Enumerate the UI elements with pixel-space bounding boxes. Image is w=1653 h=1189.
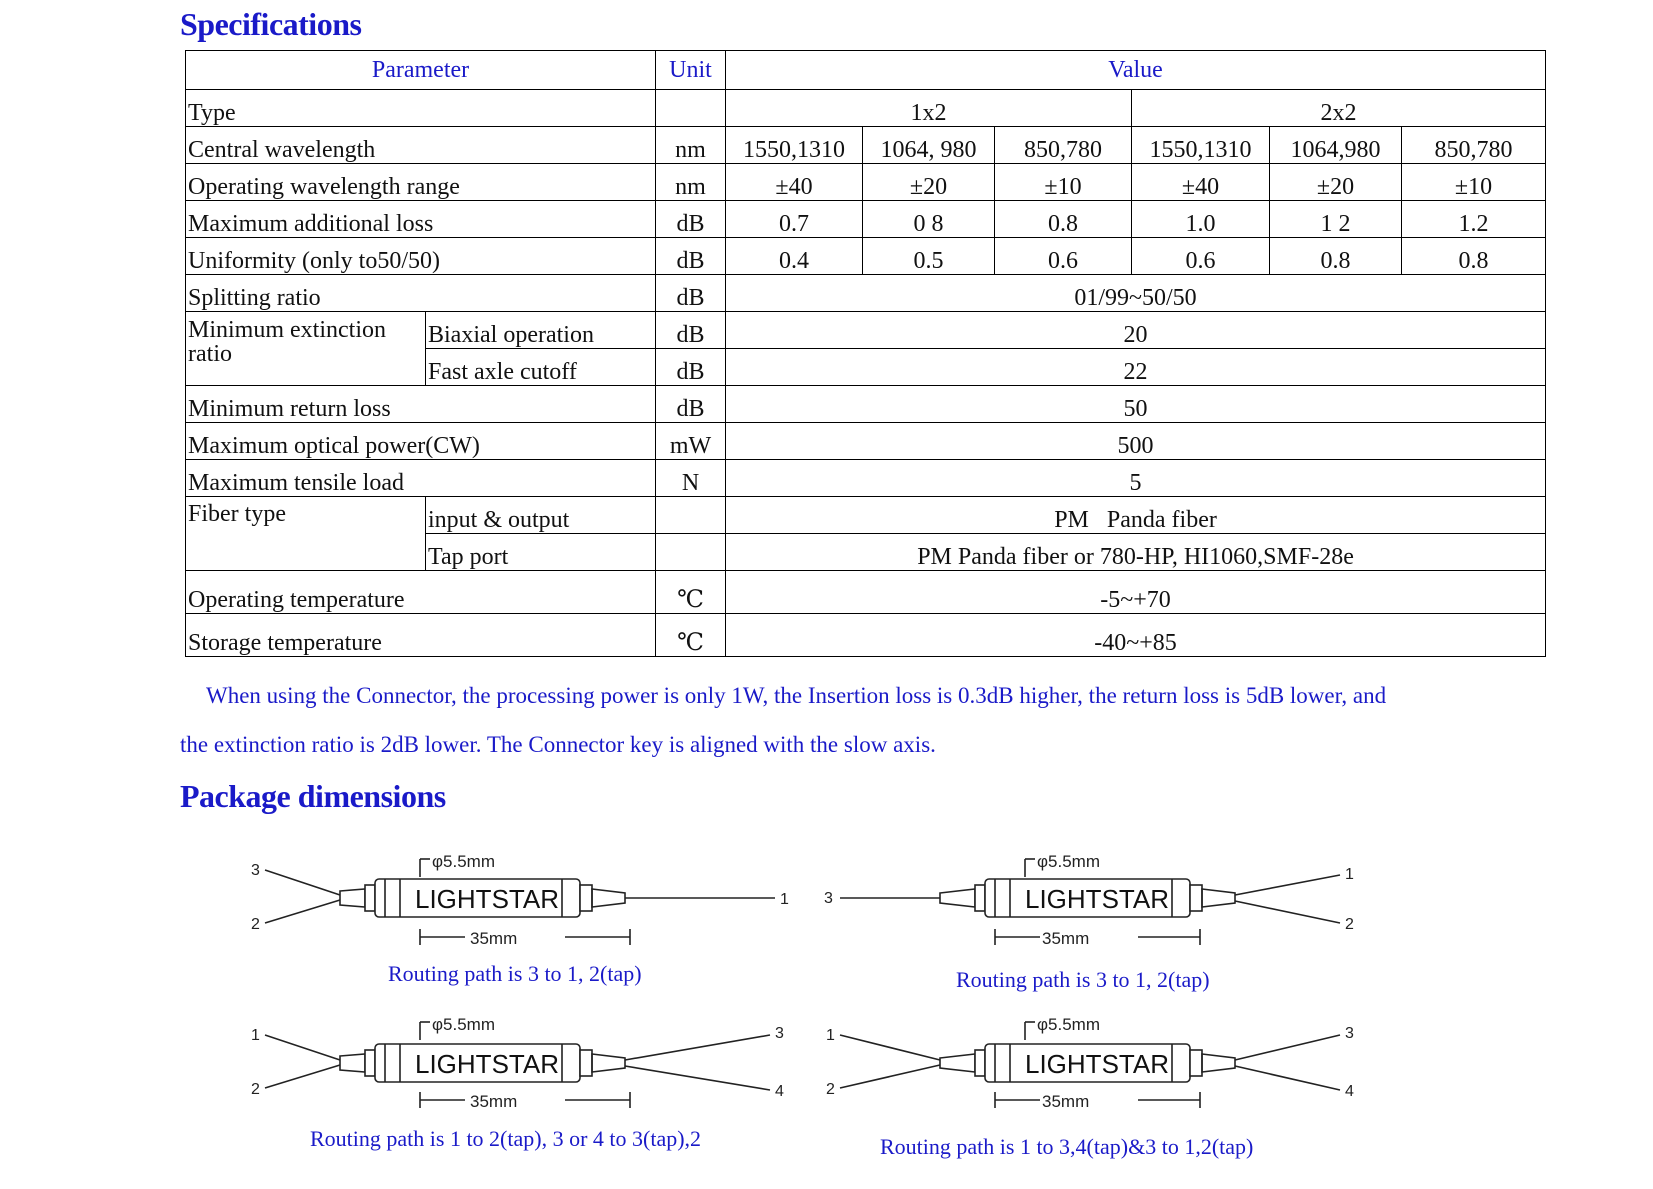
type-1x2: 1x2: [726, 90, 1132, 127]
row-extinction-biaxial: [186, 312, 1546, 349]
row-label: Fiber type: [186, 497, 426, 571]
diagram-1x2-b: [820, 845, 1380, 960]
row-operating-range: [186, 164, 1546, 201]
value-cell: 0.8: [1270, 238, 1402, 275]
row-label: Operating wavelength range: [186, 164, 656, 201]
row-unit: dB: [656, 238, 726, 275]
value-cell: 0.7: [726, 201, 863, 238]
length-label: 35mm: [1042, 929, 1090, 948]
diameter-label: φ5.5mm: [432, 1015, 495, 1034]
row-unit: dB: [656, 275, 726, 312]
value-cell: ±10: [1402, 164, 1546, 201]
value-cell: 500: [726, 423, 1546, 460]
value-cell: 1064, 980: [863, 127, 995, 164]
row-label: Storage temperature: [186, 614, 656, 657]
value-cell: 1064,980: [1270, 127, 1402, 164]
row-central-wavelength: [186, 127, 1546, 164]
diagram-4-caption: Routing path is 1 to 3,4(tap)&3 to 1,2(tap): [880, 1134, 1254, 1159]
row-unit: N: [656, 460, 726, 497]
specifications-table: [185, 50, 1546, 657]
row-storage-temperature: [186, 614, 1546, 657]
brand-label: LIGHTSTAR: [1025, 1049, 1169, 1079]
value-cell: 1550,1310: [1132, 127, 1270, 164]
row-unit: mW: [656, 423, 726, 460]
value-cell: 1.2: [1402, 201, 1546, 238]
row-unit: dB: [656, 312, 726, 349]
value-cell: -40~+85: [726, 614, 1546, 657]
value-cell: 0.6: [995, 238, 1132, 275]
row-unit: nm: [656, 127, 726, 164]
brand-label: LIGHTSTAR: [415, 884, 559, 914]
diagram-2x2-a: [245, 1010, 805, 1125]
row-label: Maximum additional loss: [186, 201, 656, 238]
value-cell: ±20: [1270, 164, 1402, 201]
connector-note: [180, 671, 1560, 769]
sub-label: Fast axle cutoff: [426, 349, 656, 386]
row-splitting-ratio: [186, 275, 1546, 312]
value-cell: ±40: [1132, 164, 1270, 201]
sub-label: input & output: [426, 497, 656, 534]
value-cell: ±40: [726, 164, 863, 201]
diameter-label: φ5.5mm: [432, 852, 495, 871]
row-label: Central wavelength: [186, 127, 656, 164]
row-label: Maximum optical power(CW): [186, 423, 656, 460]
value-cell: 0.4: [726, 238, 863, 275]
value-cell: 50: [726, 386, 1546, 423]
port-label: 2: [1345, 916, 1354, 933]
specifications-heading: Specifications: [180, 6, 362, 42]
sub-label: Tap port: [426, 534, 656, 571]
note-line-1: When using the Connector, the processing power is only 1W, the Insertion loss is 0.3dB higher, the return loss is 5dB lower, and: [206, 683, 1387, 708]
type-2x2: 2x2: [1132, 90, 1546, 127]
brand-label: LIGHTSTAR: [415, 1049, 559, 1079]
port-label: 3: [775, 1025, 784, 1042]
value-cell: 0.5: [863, 238, 995, 275]
diameter-label: φ5.5mm: [1037, 852, 1100, 871]
diagram-1-caption: Routing path is 3 to 1, 2(tap): [388, 961, 642, 986]
value-cell: 1 2: [1270, 201, 1402, 238]
sub-label: Biaxial operation: [426, 312, 656, 349]
header-value: Value: [726, 51, 1546, 90]
row-label: Splitting ratio: [186, 275, 656, 312]
value-cell: 5: [726, 460, 1546, 497]
port-label: 3: [824, 890, 833, 907]
port-label: 4: [775, 1083, 784, 1100]
row-additional-loss: [186, 201, 1546, 238]
diameter-label: φ5.5mm: [1037, 1015, 1100, 1034]
port-label: 3: [1345, 1025, 1354, 1042]
port-label: 4: [1345, 1083, 1354, 1100]
value-cell: 01/99~50/50: [726, 275, 1546, 312]
row-label: Maximum tensile load: [186, 460, 656, 497]
value-cell: PM Panda fiber or 780-HP, HI1060,SMF-28e: [726, 534, 1546, 571]
diagram-2x2-b: [820, 1010, 1380, 1125]
row-fiber-io: [186, 497, 1546, 534]
row-unit: ℃: [656, 614, 726, 657]
diagram-3-caption: Routing path is 1 to 2(tap), 3 or 4 to 3(tap),2: [310, 1126, 702, 1151]
row-label: Uniformity (only to50/50): [186, 238, 656, 275]
value-cell: 0 8: [863, 201, 995, 238]
diagram-2-caption: Routing path is 3 to 1, 2(tap): [956, 967, 1210, 992]
value-cell: 0.8: [995, 201, 1132, 238]
length-label: 35mm: [470, 1092, 518, 1111]
row-label: Minimum return loss: [186, 386, 656, 423]
port-label: 1: [780, 891, 789, 908]
row-unit: ℃: [656, 571, 726, 614]
value-cell: -5~+70: [726, 571, 1546, 614]
port-label: 2: [251, 1081, 260, 1098]
row-type: [186, 90, 1546, 127]
port-label: 2: [251, 916, 260, 933]
header-parameter: Parameter: [186, 51, 656, 90]
port-label: 1: [826, 1027, 835, 1044]
diagram-1x2-a: [245, 845, 805, 960]
row-operating-temperature: [186, 571, 1546, 614]
length-label: 35mm: [470, 929, 518, 948]
row-unit: dB: [656, 386, 726, 423]
value-cell: 0.8: [1402, 238, 1546, 275]
row-return-loss: [186, 386, 1546, 423]
value-cell: ±10: [995, 164, 1132, 201]
value-cell: 1.0: [1132, 201, 1270, 238]
brand-label: LIGHTSTAR: [1025, 884, 1169, 914]
row-tensile-load: [186, 460, 1546, 497]
row-unit: dB: [656, 349, 726, 386]
value-cell: 22: [726, 349, 1546, 386]
port-label: 1: [251, 1027, 260, 1044]
table-header-row: [186, 51, 1546, 90]
note-line-2: the extinction ratio is 2dB lower. The Connector key is aligned with the slow axis.: [180, 732, 936, 757]
value-cell: 850,780: [995, 127, 1132, 164]
port-label: 1: [1345, 866, 1354, 883]
row-unit: dB: [656, 201, 726, 238]
row-uniformity: [186, 238, 1546, 275]
value-cell: 850,780: [1402, 127, 1546, 164]
value-cell: ±20: [863, 164, 995, 201]
value-cell: 1550,1310: [726, 127, 863, 164]
row-label: Minimum extinction ratio: [186, 312, 426, 386]
header-unit: Unit: [656, 51, 726, 90]
row-optical-power: [186, 423, 1546, 460]
row-label: Operating temperature: [186, 571, 656, 614]
port-label: 3: [251, 862, 260, 879]
value-cell: PM Panda fiber: [726, 497, 1546, 534]
value-cell: 0.6: [1132, 238, 1270, 275]
package-dimensions-heading: Package dimensions: [180, 778, 446, 814]
value-cell: 20: [726, 312, 1546, 349]
length-label: 35mm: [1042, 1092, 1090, 1111]
port-label: 2: [826, 1081, 835, 1098]
row-label: Type: [186, 90, 656, 127]
row-unit: nm: [656, 164, 726, 201]
